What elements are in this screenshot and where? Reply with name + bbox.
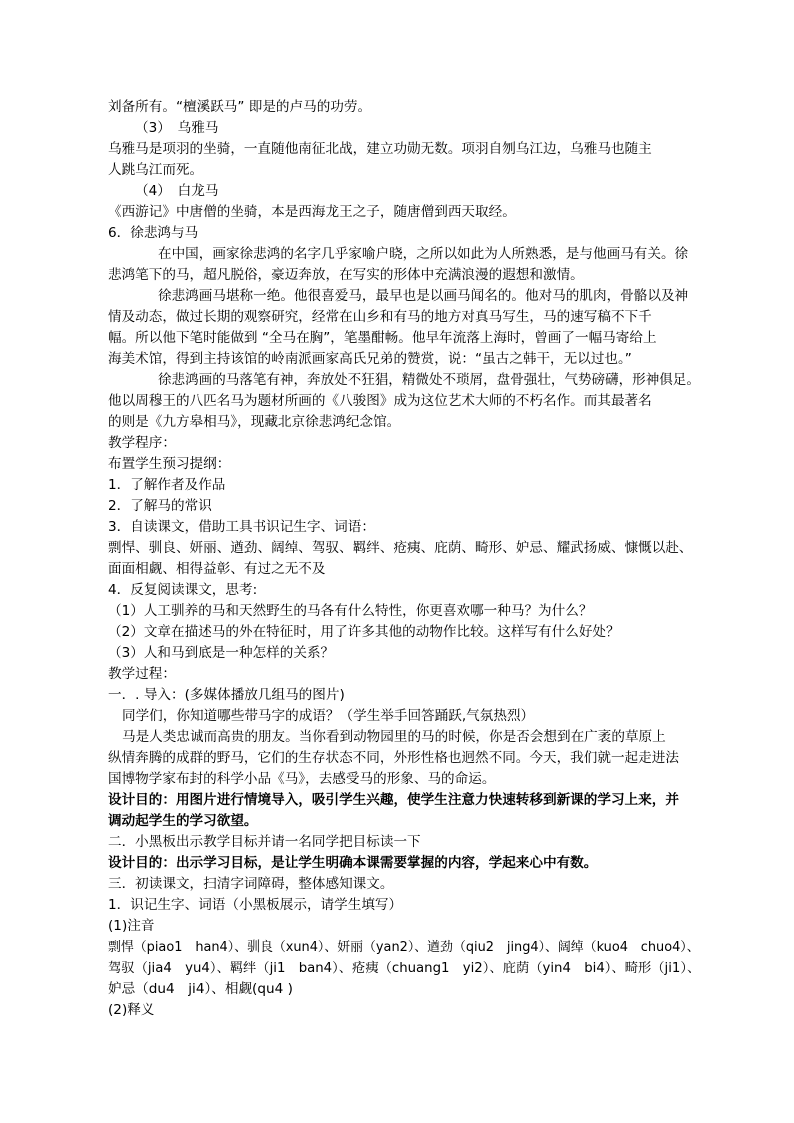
text-line: 同学们，你知道哪些带马字的成语？（学生举手回答踊跃,气氛热烈）: [122, 708, 535, 724]
step-heading: 二．小黑板出示教学目标并请一名同学把目标读一下: [108, 834, 421, 850]
text-line: 纵情奔腾的成群的野马，它们的生存状态不同，外形性格也迥然不同。今天，我们就一起走进法: [108, 750, 679, 766]
section-heading: 6．徐悲鸿与马: [108, 225, 199, 241]
text-line: 《西游记》中唐僧的坐骑，本是西海龙王之子，随唐僧到西天取经。: [108, 204, 516, 220]
text-line: 在中国，画家徐悲鸿的名字几乎家喻户晓，之所以如此为人所熟悉，是与他画马有关。徐: [158, 246, 689, 262]
list-heading: （4） 白龙马: [135, 183, 219, 199]
sub-heading: (1)注音: [108, 918, 155, 934]
text-line: 悲鸿笔下的马，超凡脱俗，豪迈奔放，在写实的形体中充满浪漫的遐想和激情。: [108, 267, 584, 283]
section-heading: 教学程序：: [108, 435, 176, 451]
question-item: （2）文章在描述马的外在特征时，用了许多其他的动物作比较。这样写有什么好处？: [108, 624, 620, 640]
text-line: 马是人类忠诚而高贵的朋友。当你看到动物园里的马的时候，你是否会想到在广袤的草原上: [122, 729, 666, 745]
question-item: （1）人工驯养的马和天然野生的马各有什么特性，你更喜欢哪一种马？为什么？: [108, 603, 593, 619]
text-line: 布置学生预习提纲：: [108, 456, 231, 472]
text-line: 剽悍、驯良、妍丽、遒劲、阔绰、驾驭、羁绊、疮痍、庇荫、畸形、妒忌、耀武扬威、慷慨以赴、: [108, 540, 693, 556]
list-item: 1．识记生字、词语（小黑板展示，请学生填写）: [108, 897, 403, 913]
pinyin-line: 妒忌（du4 ji4）、相觑(qu4 ): [108, 981, 293, 997]
text-line: 面面相觑、相得益彰、有过之无不及: [108, 561, 326, 577]
list-item: 4．反复阅读课文，思考:: [108, 582, 258, 598]
text-line: 乌雅马是项羽的坐骑，一直随他南征北战，建立功勋无数。项羽自刎乌江边，乌雅马也随主: [108, 141, 652, 157]
pinyin-line: 剽悍（piao1 han4）、驯良（xun4）、妍丽（yan2）、遒劲（qiu2 jing4）、阔绰（kuo4 chuo4）、: [108, 940, 700, 955]
design-purpose: 调动起学生的学习欲望。: [108, 813, 258, 829]
sub-heading: (2)释义: [108, 1002, 155, 1018]
section-heading: 教学过程：: [108, 666, 176, 682]
text-line: 幅。所以他下笔时能做到 “全马在胸”，笔墨酣畅。他早年流落上海时，曾画了一幅马寄给上: [108, 330, 657, 346]
design-purpose: 设计目的：用图片进行情境导入，吸引学生兴趣，使学生注意力快速转移到新课的学习上来，并: [108, 792, 679, 808]
list-item: 1．了解作者及作品: [108, 477, 226, 493]
text-line: 人跳乌江而死。: [108, 162, 204, 178]
design-purpose: 设计目的：出示学习目标，是让学生明确本课需要掌握的内容，学起来心中有数。: [108, 855, 598, 871]
step-heading: 一．. 导入：(多媒体播放几组马的图片): [108, 687, 345, 703]
list-item: 3．自读课文，借助工具书识记生字、词语：: [108, 519, 375, 535]
text-line: 的则是《九方皋相马》，现藏北京徐悲鸿纪念馆。: [108, 414, 401, 430]
step-heading: 三．初读课文，扫清字词障碍，整体感知课文。: [108, 876, 394, 892]
text-line: 徐悲鸿画的马落笔有神，奔放处不狂猖，精微处不琐屑，盘骨强壮，气势磅礴，形神俱足。: [158, 372, 700, 388]
pinyin-line: 驾驭（jia4 yu4）、羁绊（ji1 ban4）、疮痍（chuang1 yi2）、庇荫（yin4 bi4）、畸形（ji1）、: [108, 961, 701, 976]
text-line: 刘备所有。“檀溪跃马” 即是的卢马的功劳。: [108, 99, 372, 115]
text-line: 他以周穆王的八匹名马为题材所画的《八骏图》成为这位艺术大师的不朽名作。而其最著名: [108, 393, 652, 409]
list-heading: （3） 乌雅马: [135, 120, 219, 136]
text-line: 国博物学家布封的科学小品《马》，去感受马的形象、马的命运。: [108, 771, 496, 787]
text-line: 海美术馆，得到主持该馆的岭南派画家高氏兄弟的赞赏，说：“虽古之韩干，无以过也。”: [108, 351, 632, 367]
text-line: 徐悲鸿画马堪称一绝。他很喜爱马，最早也是以画马闻名的。他对马的肌肉，骨骼以及神: [158, 288, 689, 304]
text-line: 情及动态，做过长期的观察研究，经常在山乡和有马的地方对真马写生，马的速写稿不下千: [108, 309, 652, 325]
list-item: 2．了解马的常识: [108, 498, 212, 514]
question-item: （3）人和马到底是一种怎样的关系？: [108, 645, 335, 661]
